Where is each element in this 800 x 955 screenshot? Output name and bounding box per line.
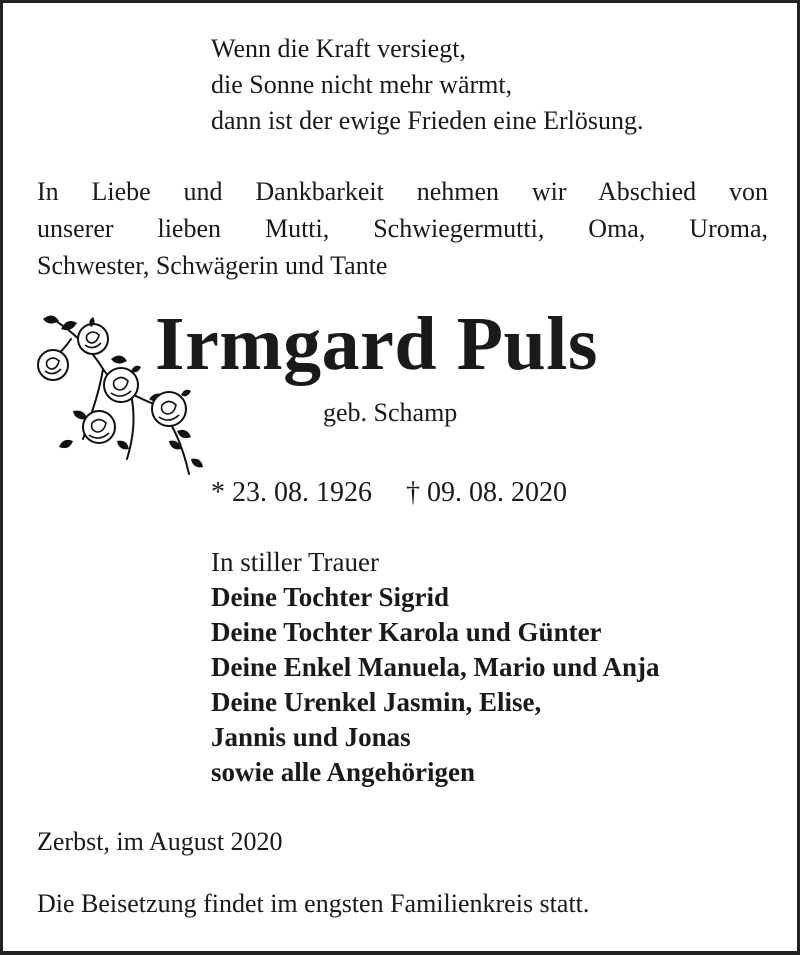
intro-text (37, 173, 768, 284)
mourners-intro: In stiller Trauer (211, 547, 379, 577)
mourner-line: Deine Urenkel Jasmin, Elise, (211, 687, 542, 717)
burial-note: Die Beisetzung findet im engsten Familienkreis statt. (37, 889, 590, 918)
poem (211, 31, 771, 139)
intro-line: unserer lieben Mutti, Schwiegermutti, Oma, Uroma, (37, 214, 768, 243)
poem-line: Wenn die Kraft versiegt, (211, 34, 466, 63)
mourner-line: Deine Tochter Karola und Günter (211, 617, 602, 647)
birth-date: * 23. 08. 1926 (211, 477, 372, 508)
life-dates (211, 477, 567, 509)
death-date: † 09. 08. 2020 (406, 477, 567, 508)
mourner-line: Jannis und Jonas (211, 722, 411, 752)
mourners (211, 545, 791, 790)
maiden-name: geb. Schamp (323, 398, 458, 427)
place-date: Zerbst, im August 2020 (37, 827, 283, 856)
mourner-line: sowie alle Angehörigen (211, 757, 475, 787)
poem-line: dann ist der ewige Frieden eine Erlösung. (211, 106, 644, 135)
mourner-line: Deine Tochter Sigrid (211, 582, 450, 612)
mourner-line: Deine Enkel Manuela, Mario und Anja (211, 652, 660, 682)
intro-line: Schwester, Schwägerin und Tante (37, 251, 388, 280)
poem-line: die Sonne nicht mehr wärmt, (211, 70, 513, 99)
deceased-name: Irmgard Puls (155, 302, 598, 386)
intro-line: In Liebe und Dankbarkeit nehmen wir Abschied von (37, 177, 768, 206)
